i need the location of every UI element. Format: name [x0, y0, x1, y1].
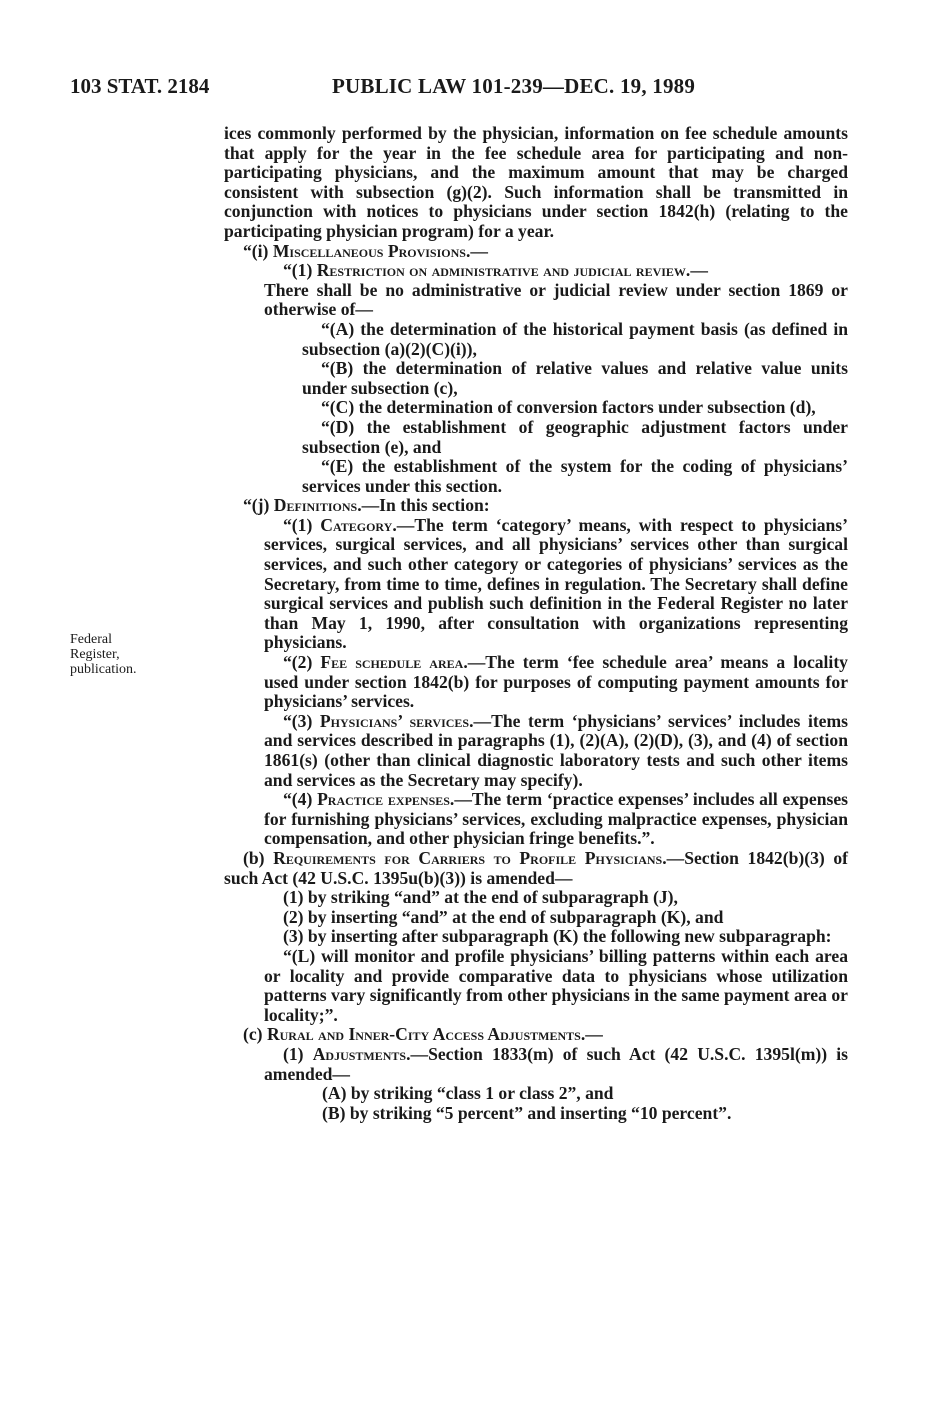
subsection-i-heading — [224, 242, 848, 262]
definition-category — [224, 516, 848, 653]
paragraph-number: (1) — [283, 1043, 313, 1064]
body-text — [224, 124, 848, 1123]
paragraph-body: .—The term ‘practice expenses’ includes all expenses for furnishing physicians’ services, excluding malpractice expenses, physician compensation, and other physician fringe benefits.”. — [264, 789, 848, 849]
subsection-lead: .—In this section: — [357, 495, 490, 516]
subsection-number: “(j) — [243, 495, 274, 516]
public-law-title: PUBLIC LAW 101-239—DEC. 19, 1989 — [332, 74, 696, 98]
definition-fee-schedule-area — [224, 653, 848, 712]
paragraph-heading: Category — [320, 514, 393, 535]
subparagraph-E: “(E) the establishment of the system for the coding of physicians’ services under this section. — [302, 456, 848, 496]
amendment-item-2: (2) by inserting “and” at the end of subparagraph (K), and — [283, 906, 724, 927]
subsection-dash: .— — [580, 1024, 603, 1045]
subsection-number: (c) — [243, 1024, 267, 1045]
subsection-number: (b) — [243, 847, 274, 868]
subparagraph-D: “(D) the establishment of geographic adjustment factors under subsection (e), and — [302, 416, 848, 457]
subsection-heading: Requirements for Carriers to Profile Physicians — [273, 847, 663, 868]
subsection-body: .—Section 1842(b)(3) of such Act (42 U.S.C. 1395u(b)(3)) is amended— — [224, 847, 848, 888]
subsection-j-heading — [224, 496, 848, 516]
paragraph-heading: Restriction on administrative and judicial review — [316, 260, 686, 281]
subsection-c-heading — [224, 1025, 848, 1045]
paragraph-heading: Practice expenses — [317, 789, 450, 810]
paragraph-continuation: ices commonly performed by the physician, information on fee schedule amounts that apply for the year in the fee schedule area for participating and non-participating physicians, and the maximum amount that may be charged consistent with subsection (g)(2). Such information shall be transmitted in conjunction with notices to physicians under section 1842(h) (relating to the participating physician program) for a year. — [224, 123, 848, 241]
subsection-heading: Definitions — [273, 495, 358, 516]
definition-practice-expenses — [224, 790, 848, 849]
amendment-item-3: (3) by inserting after subparagraph (K) the following new subparagraph: — [283, 926, 832, 947]
subsection-dash: .— — [465, 240, 488, 261]
inserted-subparagraph-L: “(L) will monitor and profile physicians’ billing patterns within each area or locality and provide comparative data to physicians whose utilization patterns vary significantly from other physicians in the same payment area or locality;”. — [264, 945, 848, 1025]
paragraph-body: .—Section 1833(m) of such Act (42 U.S.C. 1395l(m)) is amended— — [264, 1043, 848, 1084]
margin-note-line: Register, — [70, 647, 120, 662]
stat-citation: 103 STAT. 2184 — [70, 74, 210, 98]
paragraph-number: “(3) — [283, 710, 320, 731]
paragraph-c1 — [224, 1045, 848, 1084]
subsection-number: “(i) — [243, 240, 273, 261]
paragraph-heading: Adjustments — [312, 1043, 407, 1064]
paragraph-i1-body: There shall be no administrative or judicial review under section 1869 or otherwise of— — [264, 279, 848, 320]
subsection-heading: Rural and Inner-City Access Adjustments — [266, 1024, 581, 1045]
definition-physicians-services — [224, 712, 848, 790]
paragraph-body: .—The term ‘category’ means, with respect to physicians’ services, surgical services, and all physicians’ services other than surgical services, and such other category or categories of physicians’ services as the Secretary, from time to time, defines in regulation. The Secretary shall define surgical services and publish such definition in the Federal Register no later than May 1, 1990, after consultation with organizations representing physicians. — [264, 514, 848, 653]
page-header — [70, 74, 770, 104]
paragraph-dash: .— — [685, 260, 708, 281]
paragraph-heading: Fee schedule area — [320, 652, 464, 673]
margin-note-line: publication. — [70, 662, 137, 677]
paragraph-number: “(1) — [283, 514, 321, 535]
paragraph-number: “(1) — [283, 260, 317, 281]
subparagraph-A: “(A) the determination of the historical payment basis (as defined in subsection (a)(2)(C)(i)), — [302, 318, 848, 359]
paragraph-number: “(4) — [283, 789, 318, 810]
margin-note-line: Federal — [70, 632, 112, 647]
paragraph-number: “(2) — [283, 652, 321, 673]
paragraph-body: .—The term ‘fee schedule area’ means a locality used under section 1842(b) for purposes of computing payment amounts for physicians’ services. — [264, 652, 848, 712]
subsection-heading: Miscellaneous Provisions — [272, 240, 466, 261]
subparagraph-B: “(B) the determination of relative values and relative value units under subsection (c), — [302, 358, 848, 398]
subparagraph-c1-A: (A) by striking “class 1 or class 2”, and — [322, 1083, 614, 1104]
paragraph-body: .—The term ‘physicians’ services’ includes items and services described in paragraphs (1), (2)(A), (2)(D), (3), and (4) of section 1861(s) (other than clinical diagnostic laboratory tests and such other items and services as the Secretary may specify). — [264, 710, 848, 790]
margin-note — [70, 632, 200, 677]
paragraph-heading: Physicians’ services — [319, 710, 470, 731]
subparagraph-c1-B: (B) by striking “5 percent” and inserting “10 percent”. — [322, 1102, 732, 1123]
subparagraph-C: “(C) the determination of conversion factors under subsection (d), — [321, 397, 816, 418]
paragraph-i1-heading — [224, 261, 848, 281]
subsection-b — [224, 849, 848, 888]
amendment-item-1: (1) by striking “and” at the end of subparagraph (J), — [283, 887, 678, 908]
